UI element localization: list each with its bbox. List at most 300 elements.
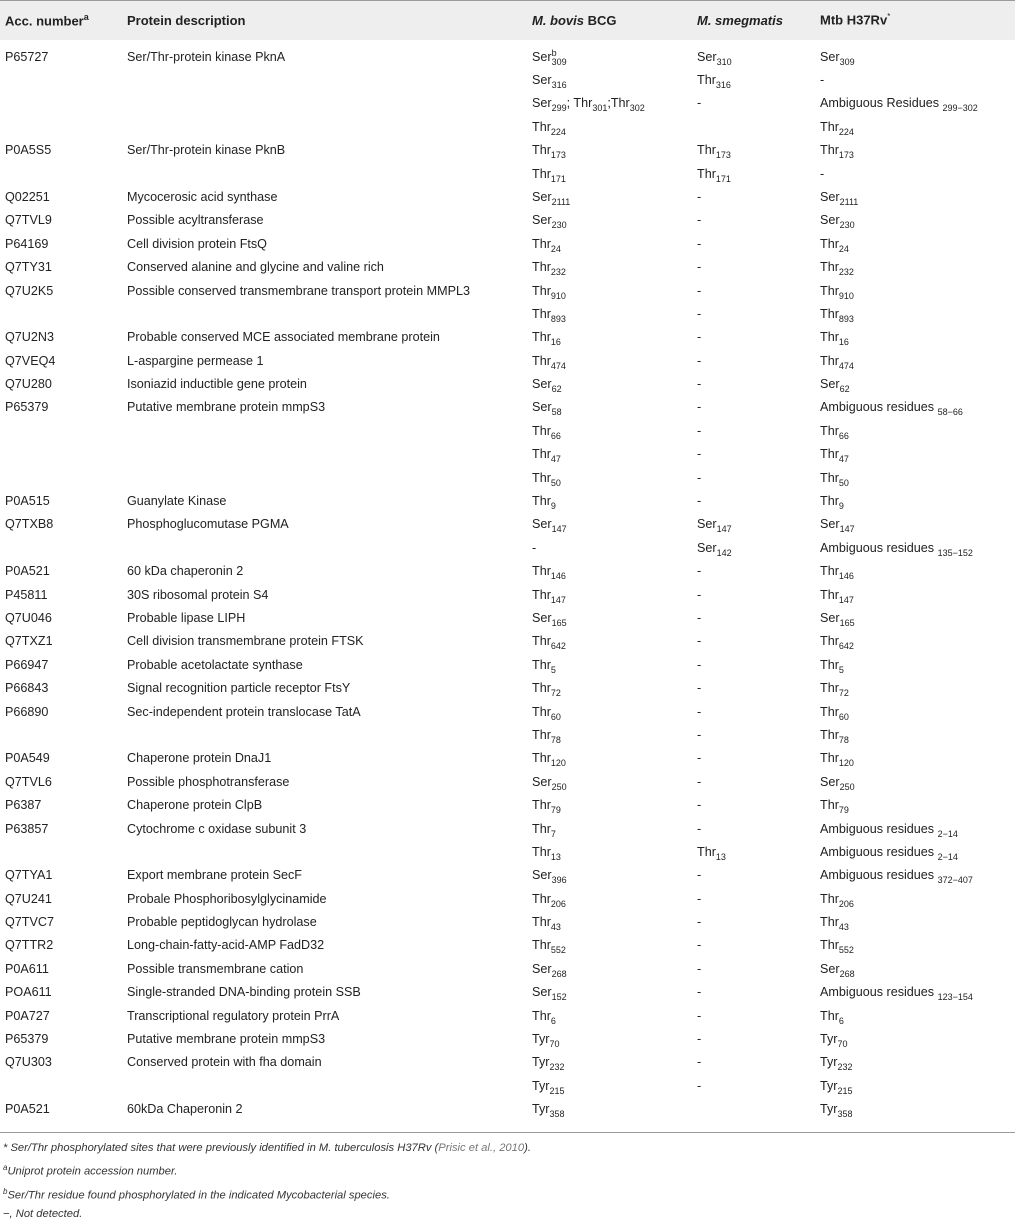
residue-label: Thr 9 — [532, 494, 556, 512]
residue-label: Thr 146 — [532, 564, 566, 582]
table-row — [0, 468, 1015, 491]
residue-label: Thr 43 — [820, 915, 849, 933]
cell-protein-description: Phosphoglucomutase PGMA — [127, 517, 289, 532]
residue-label: Thr 642 — [532, 634, 566, 652]
cell-mtb-h37rv — [820, 865, 1015, 888]
cell-m-smegmatis — [697, 444, 820, 467]
residue-label: Thr 552 — [532, 938, 566, 956]
residue-label: - — [697, 353, 702, 368]
cell-mtb-h37rv — [820, 538, 1015, 561]
cell-protein-description: Conserved alanine and glycine and valine rich — [127, 260, 384, 275]
table-row — [0, 491, 1015, 514]
cell-protein-description: Cytochrome c oxidase subunit 3 — [127, 821, 307, 836]
cell-m-smegmatis — [697, 1099, 820, 1122]
residue-label: Ser 396 — [532, 868, 567, 886]
cell-m-bovis-bcg — [532, 1029, 697, 1052]
cell-m-bovis-bcg — [532, 631, 697, 654]
cell-acc-number — [0, 421, 127, 444]
residue-label: Tyr 358 — [820, 1102, 853, 1120]
cell-m-smegmatis — [697, 1029, 820, 1052]
residue-label: - — [697, 189, 702, 204]
cell-m-bovis-bcg — [532, 468, 697, 491]
cell-m-bovis-bcg — [532, 889, 697, 912]
footnote-dash: −, Not detected. — [3, 1208, 83, 1221]
cell-m-bovis-bcg — [532, 702, 697, 725]
residue-label: Thr 552 — [820, 938, 854, 956]
residue-label: Thr 5 — [820, 657, 844, 675]
table-row — [0, 1099, 1015, 1122]
cell-m-bovis-bcg — [532, 210, 697, 233]
residue-label: Thr 79 — [532, 798, 561, 816]
cell-m-smegmatis — [697, 725, 820, 748]
residue-label: Thr 910 — [532, 283, 566, 301]
cell-m-smegmatis — [697, 374, 820, 397]
cell-protein-description: Probable conserved MCE associated membrane protein — [127, 330, 440, 345]
cell-m-bovis-bcg — [532, 1076, 697, 1099]
residue-label: Thr 16 — [532, 330, 561, 348]
cell-protein-description — [127, 93, 532, 116]
cell-acc-number: POA611 — [5, 985, 52, 1000]
footnote-star: * Ser/Thr phosphorylated sites that were previously identified in M. tuberculosis H37Rv (Prisic et al., 2010). — [3, 1142, 531, 1154]
cell-m-bovis-bcg — [532, 585, 697, 608]
cell-m-bovis-bcg — [532, 1052, 697, 1075]
table-row — [0, 748, 1015, 771]
cell-protein-description — [127, 304, 532, 327]
cell-mtb-h37rv — [820, 234, 1015, 257]
cell-acc-number — [0, 444, 127, 467]
cell-m-bovis-bcg — [532, 40, 697, 70]
table-row — [0, 164, 1015, 187]
residue-label: - — [697, 377, 702, 392]
citation-link[interactable]: Prisic et al., 2010 — [438, 1142, 525, 1154]
residue-label: - — [697, 447, 702, 462]
cell-m-smegmatis — [697, 702, 820, 725]
residue-label: Ambiguous residues 123−154 — [820, 985, 973, 1003]
table-row — [0, 444, 1015, 467]
cell-m-smegmatis — [697, 304, 820, 327]
residue-label: Thr 60 — [820, 704, 849, 722]
cell-m-smegmatis — [697, 187, 820, 210]
cell-mtb-h37rv — [820, 304, 1015, 327]
cell-m-smegmatis — [697, 140, 820, 163]
table-row — [0, 538, 1015, 561]
cell-protein-description: Single-stranded DNA-binding protein SSB — [127, 985, 361, 1000]
residue-label: Tyr 215 — [820, 1078, 853, 1096]
cell-acc-number: P0A549 — [5, 751, 50, 766]
table-row — [0, 819, 1015, 842]
cell-m-bovis-bcg — [532, 1006, 697, 1029]
cell-acc-number: Q02251 — [5, 189, 50, 204]
residue-label: Ser 142 — [697, 540, 732, 558]
residue-label: - — [697, 260, 702, 275]
table-row — [0, 210, 1015, 233]
cell-m-bovis-bcg — [532, 1099, 697, 1122]
cell-mtb-h37rv — [820, 327, 1015, 350]
residue-label: Thr 6 — [532, 1008, 556, 1026]
cell-mtb-h37rv — [820, 795, 1015, 818]
cell-protein-description — [127, 421, 532, 444]
cell-protein-description: Export membrane protein SecF — [127, 868, 302, 883]
residue-label: - — [697, 96, 702, 111]
table-row — [0, 959, 1015, 982]
residue-label: Thr 206 — [532, 891, 566, 909]
residue-label: Ser 147 — [697, 517, 732, 535]
residue-label: Tyr 232 — [532, 1055, 565, 1073]
cell-acc-number: Q7U241 — [5, 891, 52, 906]
cell-acc-number: Q7TVC7 — [5, 915, 54, 930]
cell-m-bovis-bcg — [532, 935, 697, 958]
cell-m-smegmatis — [697, 561, 820, 584]
table-body — [0, 40, 1015, 1123]
residue-label: Thr 50 — [532, 470, 561, 488]
residue-label: - — [697, 634, 702, 649]
residue-label: Thr 47 — [532, 447, 561, 465]
cell-m-smegmatis — [697, 631, 820, 654]
cell-protein-description: Probable lipase LIPH — [127, 610, 246, 625]
cell-m-bovis-bcg — [532, 725, 697, 748]
residue-label: Ambiguous residues 58−66 — [820, 400, 963, 418]
residue-label: Thr 66 — [532, 423, 561, 441]
residue-label: Ser 230 — [820, 213, 855, 231]
residue-label: - — [697, 610, 702, 625]
cell-m-smegmatis — [697, 491, 820, 514]
cell-mtb-h37rv — [820, 819, 1015, 842]
cell-m-smegmatis — [697, 889, 820, 912]
cell-mtb-h37rv — [820, 655, 1015, 678]
cell-acc-number — [0, 842, 127, 865]
residue-label: Ser 250 — [532, 774, 567, 792]
residue-label: - — [697, 985, 702, 1000]
cell-m-smegmatis — [697, 421, 820, 444]
table-row — [0, 281, 1015, 304]
cell-acc-number: P0A521 — [5, 1102, 50, 1117]
cell-m-bovis-bcg — [532, 912, 697, 935]
cell-protein-description: 30S ribosomal protein S4 — [127, 587, 269, 602]
header-m-bovis-bcg: M. bovis BCG — [532, 12, 617, 28]
cell-protein-description — [127, 117, 532, 140]
residue-label: Thr 474 — [532, 353, 566, 371]
cell-m-bovis-bcg — [532, 795, 697, 818]
residue-label: ; Thr 301 — [566, 96, 608, 114]
table-row — [0, 912, 1015, 935]
cell-mtb-h37rv — [820, 444, 1015, 467]
residue-label: Thr 72 — [820, 681, 849, 699]
residue-label: Ser 268 — [820, 961, 855, 979]
residue-label: - — [697, 1078, 702, 1093]
cell-m-bovis-bcg — [532, 257, 697, 280]
cell-protein-description: L-aspargine permease 1 — [127, 353, 264, 368]
residue-label: Thr 893 — [820, 306, 854, 324]
residue-label: Ser 165 — [820, 610, 855, 628]
cell-protein-description — [127, 70, 532, 93]
cell-mtb-h37rv — [820, 912, 1015, 935]
cell-acc-number — [0, 117, 127, 140]
residue-label: - — [697, 727, 702, 742]
residue-label: Ser 309 — [820, 50, 855, 67]
table-row — [0, 561, 1015, 584]
cell-protein-description: Cell division transmembrane protein FTSK — [127, 634, 364, 649]
header-acc-number: Acc. number$^a$ — [5, 11, 89, 29]
cell-mtb-h37rv — [820, 491, 1015, 514]
residue-label: Thr 173 — [532, 143, 566, 161]
residue-label: - — [697, 470, 702, 485]
residue-label: Thr 60 — [532, 704, 561, 722]
cell-acc-number: P64169 — [5, 236, 49, 251]
cell-acc-number: P63857 — [5, 821, 49, 836]
cell-m-bovis-bcg — [532, 117, 697, 140]
cell-mtb-h37rv — [820, 585, 1015, 608]
residue-label: Ambiguous residues 2−14 — [820, 844, 958, 862]
residue-label: Thr 47 — [820, 447, 849, 465]
cell-mtb-h37rv — [820, 164, 1015, 187]
residue-label: - — [697, 330, 702, 345]
cell-acc-number: P65727 — [5, 50, 49, 64]
cell-m-smegmatis — [697, 959, 820, 982]
residue-label: Thr 232 — [820, 260, 854, 278]
cell-acc-number — [0, 70, 127, 93]
table-row — [0, 234, 1015, 257]
cell-m-bovis-bcg — [532, 514, 697, 537]
cell-acc-number — [0, 164, 127, 187]
cell-protein-description: Guanylate Kinase — [127, 494, 227, 509]
cell-m-bovis-bcg — [532, 865, 697, 888]
cell-m-smegmatis — [697, 514, 820, 537]
cell-m-bovis-bcg — [532, 164, 697, 187]
cell-m-smegmatis — [697, 164, 820, 187]
residue-label: Thr 173 — [820, 143, 854, 161]
residue-label: - — [697, 868, 702, 883]
cell-mtb-h37rv — [820, 631, 1015, 654]
cell-protein-description — [127, 468, 532, 491]
cell-acc-number: P45811 — [5, 587, 48, 602]
residue-label: Ser b 309 — [532, 48, 567, 67]
table-row — [0, 982, 1015, 1005]
cell-m-bovis-bcg — [532, 444, 697, 467]
residue-label: Thr 171 — [532, 166, 566, 184]
cell-protein-description: Ser/Thr-protein kinase PknB — [127, 143, 286, 158]
cell-m-smegmatis — [697, 468, 820, 491]
table-row — [0, 257, 1015, 280]
cell-m-bovis-bcg — [532, 819, 697, 842]
cell-m-bovis-bcg — [532, 538, 697, 561]
residue-label: Thr 120 — [820, 751, 854, 769]
table-row — [0, 187, 1015, 210]
table-row — [0, 304, 1015, 327]
residue-label: Ser 316 — [532, 73, 567, 90]
cell-m-bovis-bcg — [532, 187, 697, 210]
residue-label: - — [697, 938, 702, 953]
cell-acc-number: P0A521 — [5, 564, 50, 579]
cell-mtb-h37rv — [820, 1006, 1015, 1029]
residue-label: Thr 5 — [532, 657, 556, 675]
cell-m-smegmatis — [697, 819, 820, 842]
cell-acc-number — [0, 304, 127, 327]
cell-mtb-h37rv — [820, 561, 1015, 584]
cell-m-smegmatis — [697, 210, 820, 233]
cell-m-bovis-bcg — [532, 561, 697, 584]
cell-protein-description: Possible acyltransferase — [127, 213, 264, 228]
cell-acc-number: P65379 — [5, 1032, 49, 1047]
cell-acc-number: P0A515 — [5, 494, 50, 509]
table-row — [0, 1052, 1015, 1075]
cell-m-smegmatis — [697, 234, 820, 257]
residue-label: Thr 893 — [532, 306, 566, 324]
cell-m-bovis-bcg — [532, 608, 697, 631]
cell-m-bovis-bcg — [532, 397, 697, 420]
residue-label: Thr 13 — [532, 844, 561, 862]
cell-m-smegmatis — [697, 538, 820, 561]
cell-m-bovis-bcg — [532, 70, 697, 93]
cell-protein-description: Putative membrane protein mmpS3 — [127, 1032, 326, 1047]
residue-label: Ambiguous residues 2−14 — [820, 821, 958, 839]
cell-mtb-h37rv — [820, 748, 1015, 771]
table-row — [0, 608, 1015, 631]
cell-protein-description: Probale Phosphoribosylglycinamide — [127, 891, 327, 906]
header-row — [0, 0, 1015, 40]
residue-label: Thr 910 — [820, 283, 854, 301]
residue-label: - — [697, 587, 702, 602]
residue-label: - — [697, 283, 702, 298]
residue-label: Thr 147 — [820, 587, 854, 605]
residue-label: Ser 2111 — [532, 189, 571, 207]
cell-acc-number — [0, 538, 127, 561]
cell-protein-description: Ser/Thr-protein kinase PknA — [127, 50, 286, 64]
residue-label: - — [697, 400, 702, 415]
residue-label: Thr 50 — [820, 470, 849, 488]
cell-protein-description: Isoniazid inductible gene protein — [127, 377, 307, 392]
residue-label: Ser 250 — [820, 774, 855, 792]
residue-label: - — [697, 494, 702, 509]
cell-acc-number: Q7U2K5 — [5, 283, 54, 298]
cell-m-bovis-bcg — [532, 959, 697, 982]
cell-m-smegmatis — [697, 281, 820, 304]
residue-label: Tyr 232 — [820, 1055, 853, 1073]
cell-mtb-h37rv — [820, 140, 1015, 163]
cell-acc-number — [0, 468, 127, 491]
residue-label: Thr 43 — [532, 915, 561, 933]
cell-mtb-h37rv — [820, 935, 1015, 958]
cell-mtb-h37rv — [820, 1052, 1015, 1075]
residue-label: Thr 171 — [697, 166, 731, 184]
cell-mtb-h37rv — [820, 468, 1015, 491]
cell-protein-description: Cell division protein FtsQ — [127, 236, 267, 251]
residue-label: Ser 152 — [532, 985, 567, 1003]
cell-mtb-h37rv — [820, 889, 1015, 912]
cell-acc-number: Q7TXB8 — [5, 517, 54, 532]
residue-label: Thr 24 — [820, 236, 849, 254]
residue-label: Ser 62 — [820, 377, 850, 395]
cell-mtb-h37rv — [820, 40, 1015, 70]
residue-label: Ser 62 — [532, 377, 562, 395]
residue-label: Thr 72 — [532, 681, 561, 699]
cell-acc-number: Q7U303 — [5, 1055, 52, 1070]
cell-m-smegmatis — [697, 351, 820, 374]
table-row — [0, 1029, 1015, 1052]
residue-label: Thr 9 — [820, 494, 844, 512]
residue-label: Thr 147 — [532, 587, 566, 605]
residue-label: - — [697, 1032, 702, 1047]
cell-m-smegmatis — [697, 865, 820, 888]
table-row — [0, 374, 1015, 397]
cell-protein-description: Probable acetolactate synthase — [127, 657, 303, 672]
residue-label: - — [697, 915, 702, 930]
cell-protein-description: Sec-independent protein translocase TatA — [127, 704, 361, 719]
cell-mtb-h37rv — [820, 1076, 1015, 1099]
cell-mtb-h37rv — [820, 982, 1015, 1005]
cell-acc-number: Q7TYA1 — [5, 868, 53, 883]
residue-label: - — [697, 681, 702, 696]
cell-m-bovis-bcg — [532, 982, 697, 1005]
residue-label: Tyr 70 — [820, 1032, 848, 1050]
table-row — [0, 865, 1015, 888]
residue-label: Ambiguous residues 372−407 — [820, 868, 973, 886]
cell-protein-description — [127, 444, 532, 467]
cell-m-smegmatis — [697, 585, 820, 608]
table-row — [0, 725, 1015, 748]
residue-label: Thr 78 — [532, 727, 561, 745]
cell-m-smegmatis — [697, 117, 820, 140]
cell-mtb-h37rv — [820, 725, 1015, 748]
residue-label: - — [697, 1055, 702, 1070]
cell-mtb-h37rv — [820, 842, 1015, 865]
cell-m-bovis-bcg — [532, 491, 697, 514]
footnote-b: $^b$Ser/Thr residue found phosphorylated in the indicated Mycobacterial species. — [3, 1186, 390, 1202]
table-row — [0, 1076, 1015, 1099]
cell-acc-number: P66947 — [5, 657, 49, 672]
table-row — [0, 631, 1015, 654]
cell-m-smegmatis — [697, 257, 820, 280]
cell-m-bovis-bcg — [532, 234, 697, 257]
table-row — [0, 678, 1015, 701]
cell-mtb-h37rv — [820, 1099, 1015, 1122]
residue-label: - — [697, 236, 702, 251]
cell-m-smegmatis — [697, 1006, 820, 1029]
residue-label: ;Thr 302 — [607, 96, 645, 114]
table-row — [0, 397, 1015, 420]
residue-label: - — [697, 891, 702, 906]
cell-m-smegmatis — [697, 327, 820, 350]
residue-label: - — [820, 166, 825, 181]
cell-m-smegmatis — [697, 795, 820, 818]
residue-label: - — [697, 564, 702, 579]
cell-mtb-h37rv — [820, 514, 1015, 537]
cell-m-bovis-bcg — [532, 374, 697, 397]
cell-mtb-h37rv — [820, 397, 1015, 420]
table-row — [0, 772, 1015, 795]
cell-m-smegmatis — [697, 1076, 820, 1099]
cell-acc-number: Q7TTR2 — [5, 938, 54, 953]
cell-protein-description: Transcriptional regulatory protein PrrA — [127, 1008, 340, 1023]
cell-protein-description: Possible conserved transmembrane transport protein MMPL3 — [127, 283, 470, 298]
cell-acc-number: Q7U280 — [5, 377, 52, 392]
residue-label: Ambiguous residues 135−152 — [820, 540, 973, 558]
cell-acc-number — [0, 725, 127, 748]
residue-label: Tyr 70 — [532, 1032, 560, 1050]
cell-m-smegmatis — [697, 40, 820, 70]
table-row — [0, 140, 1015, 163]
residue-label: - — [697, 1008, 702, 1023]
residue-label: - — [697, 657, 702, 672]
cell-acc-number — [0, 93, 127, 116]
table-row — [0, 585, 1015, 608]
cell-acc-number: Q7TY31 — [5, 260, 52, 275]
cell-mtb-h37rv — [820, 702, 1015, 725]
table-row — [0, 421, 1015, 444]
cell-mtb-h37rv — [820, 210, 1015, 233]
cell-acc-number: P0A611 — [5, 961, 49, 976]
cell-mtb-h37rv — [820, 1029, 1015, 1052]
residue-label: Ser 147 — [532, 517, 567, 535]
